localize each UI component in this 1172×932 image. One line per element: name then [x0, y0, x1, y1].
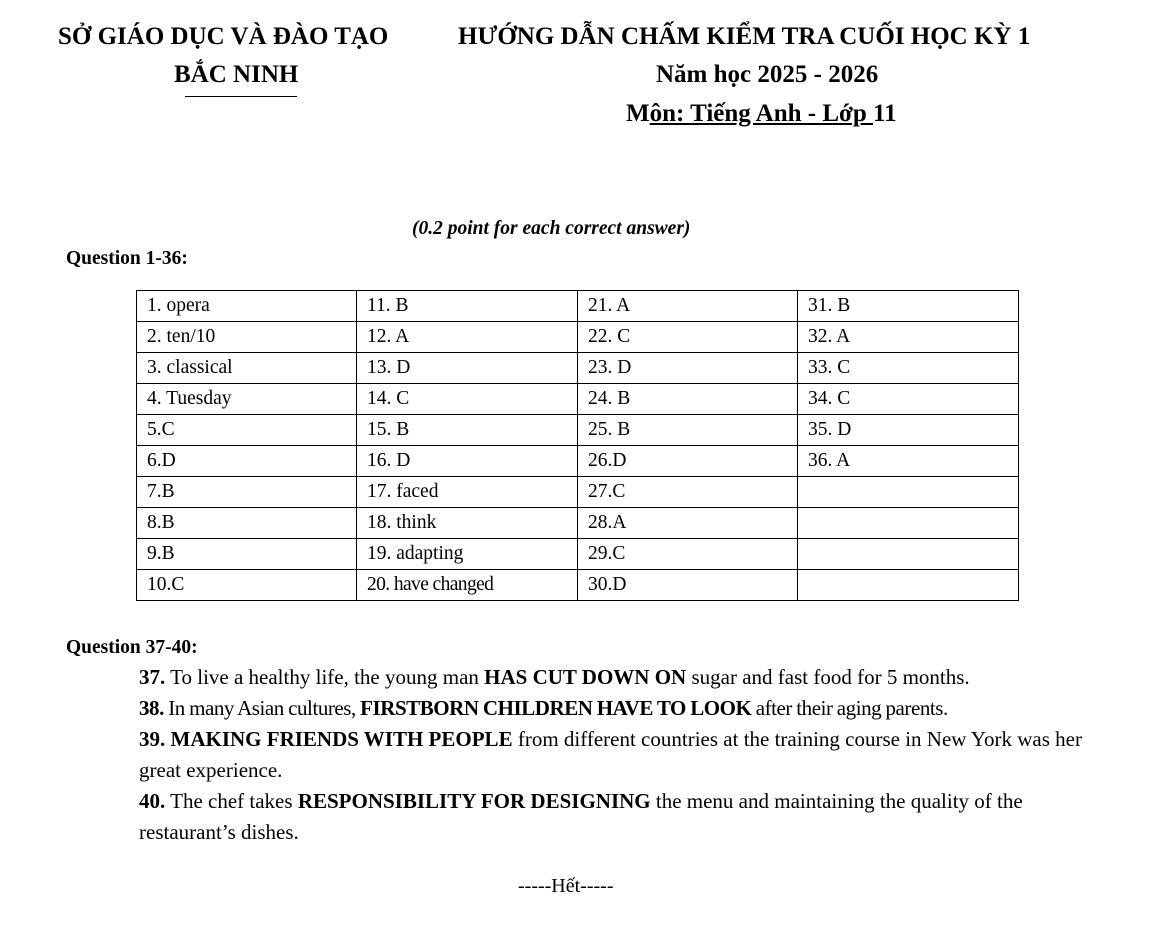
item-answer: HAS CUT DOWN ON [484, 665, 687, 689]
scoring-note: (0.2 point for each correct answer) [412, 218, 691, 239]
answer-key-table [136, 290, 1019, 601]
answer-cell: 28.A [578, 508, 798, 539]
item-text-before: To live a healthy life, the young man [165, 665, 485, 689]
table-row [137, 570, 1019, 601]
item-text-after: after their aging parents. [751, 696, 948, 720]
item-number: 39. [139, 727, 166, 751]
answer-cell [798, 539, 1019, 570]
answer-cell: 10.C [137, 570, 357, 601]
answer-cell: 22. C [578, 322, 798, 353]
table-row [137, 446, 1019, 477]
rewrite-item-39 [139, 724, 1099, 786]
answer-cell: 19. adapting [357, 539, 578, 570]
answer-cell: 2. ten/10 [137, 322, 357, 353]
answer-cell: 7.B [137, 477, 357, 508]
table-row [137, 384, 1019, 415]
answer-cell: 33. C [798, 353, 1019, 384]
answer-cell: 5.C [137, 415, 357, 446]
end-marker: -----Hết----- [518, 875, 614, 897]
answer-cell: 12. A [357, 322, 578, 353]
answer-cell: 21. A [578, 291, 798, 322]
answer-cell: 15. B [357, 415, 578, 446]
answer-cell [798, 508, 1019, 539]
header-divider [185, 96, 297, 97]
answer-cell: 20. have changed [357, 570, 578, 601]
answer-cell: 3. classical [137, 353, 357, 384]
school-year: Năm học 2025 - 2026 [656, 61, 879, 88]
answer-cell: 25. B [578, 415, 798, 446]
rewrite-item-37 [139, 662, 1099, 693]
part2-heading: Question 37-40: [66, 637, 198, 658]
answer-cell: 1. opera [137, 291, 357, 322]
answer-cell: 26.D [578, 446, 798, 477]
answer-cell: 32. A [798, 322, 1019, 353]
answer-cell: 27.C [578, 477, 798, 508]
table-row [137, 322, 1019, 353]
answer-cell [798, 570, 1019, 601]
document-title: HƯỚNG DẪN CHẤM KIỂM TRA CUỐI HỌC KỲ 1 [458, 23, 1031, 50]
answer-cell: 17. faced [357, 477, 578, 508]
table-row [137, 477, 1019, 508]
item-text-before: The chef takes [165, 789, 298, 813]
answer-cell: 31. B [798, 291, 1019, 322]
subject-line [626, 99, 897, 129]
answer-cell: 14. C [357, 384, 578, 415]
item-number: 40. [139, 789, 166, 813]
answer-cell: 29.C [578, 539, 798, 570]
table-row [137, 353, 1019, 384]
answer-cell: 9.B [137, 539, 357, 570]
subject-underlined: ôn: Tiếng Anh - Lớp [649, 100, 874, 127]
answer-cell: 8.B [137, 508, 357, 539]
item-answer: RESPONSIBILITY FOR DESIGNING [297, 789, 651, 813]
item-number: 38. [139, 696, 164, 720]
item-number: 37. [139, 665, 166, 689]
answer-cell: 6.D [137, 446, 357, 477]
table-row [137, 291, 1019, 322]
answer-cell: 13. D [357, 353, 578, 384]
table-row [137, 508, 1019, 539]
answer-cell: 16. D [357, 446, 578, 477]
answer-cell: 24. B [578, 384, 798, 415]
answer-cell: 23. D [578, 353, 798, 384]
subject-suffix: 11 [873, 100, 897, 127]
answer-cell: 34. C [798, 384, 1019, 415]
rewrite-item-40 [139, 786, 1099, 848]
subject-prefix: M [626, 100, 650, 127]
answer-cell [798, 477, 1019, 508]
rewrite-item-38 [139, 693, 1099, 724]
answer-cell: 30.D [578, 570, 798, 601]
item-answer: FIRSTBORN CHILDREN HAVE TO LOOK [360, 696, 752, 720]
table-row [137, 415, 1019, 446]
item-text-after: from different countries at the training course in New York was her great experience. [139, 727, 1082, 782]
answer-cell: 36. A [798, 446, 1019, 477]
province-name: BẮC NINH [174, 61, 299, 88]
answer-cell: 35. D [798, 415, 1019, 446]
rewrite-answers [139, 662, 1099, 848]
part1-heading: Question 1-36: [66, 248, 188, 269]
item-text-before: In many Asian cultures, [163, 696, 361, 720]
item-text-after: the menu and maintaining the quality of the restaurant’s dishes. [139, 789, 1023, 844]
answer-cell: 11. B [357, 291, 578, 322]
answer-cell: 4. Tuesday [137, 384, 357, 415]
item-text-after: sugar and fast food for 5 months. [686, 665, 970, 689]
department-name: SỞ GIÁO DỤC VÀ ĐÀO TẠO [58, 23, 389, 50]
answer-cell: 18. think [357, 508, 578, 539]
table-row [137, 539, 1019, 570]
item-answer: MAKING FRIENDS WITH PEOPLE [170, 727, 513, 751]
